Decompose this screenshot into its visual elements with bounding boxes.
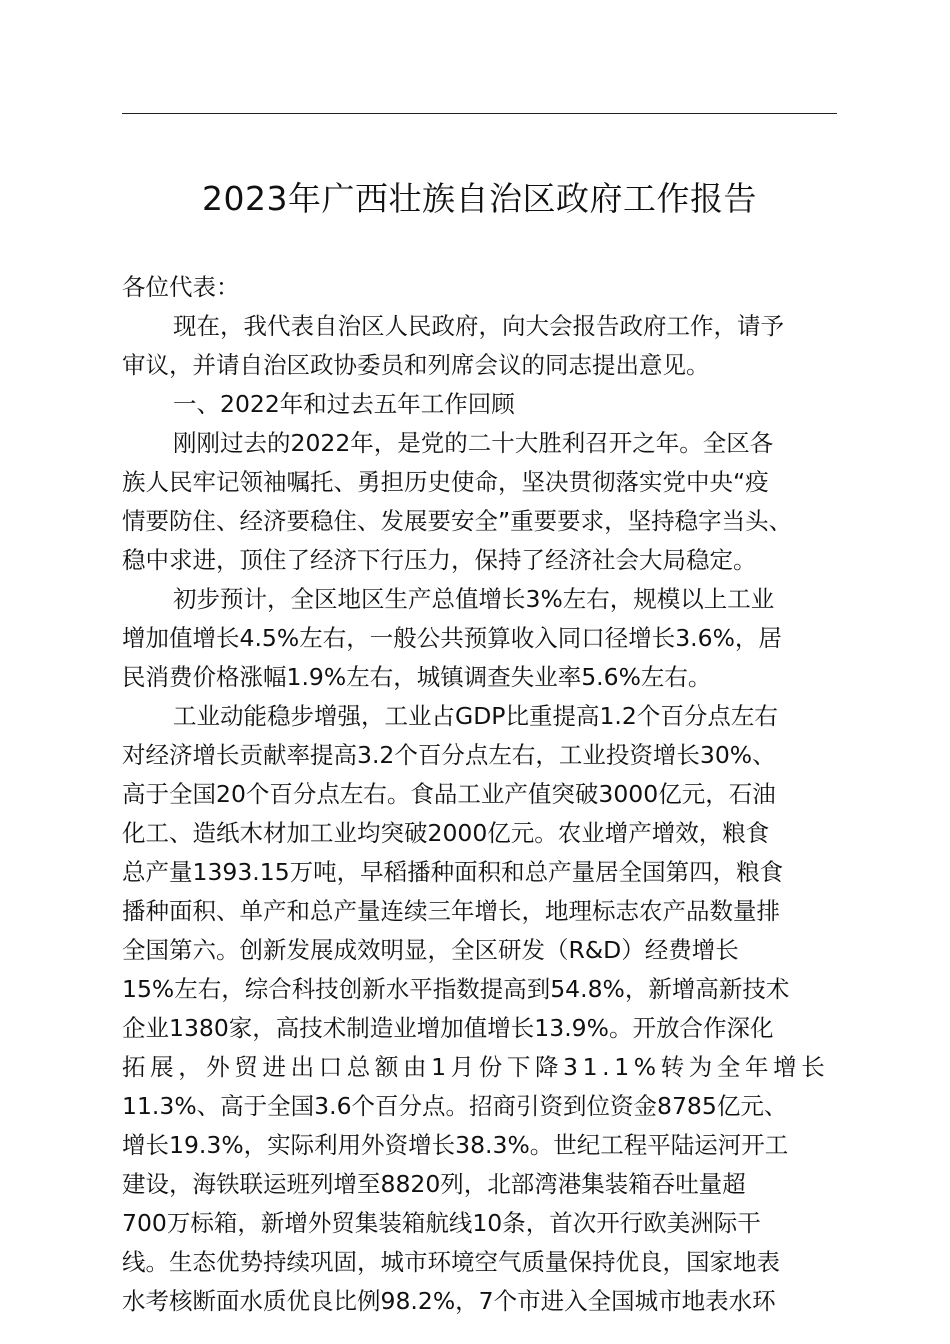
text-line: 水考核断面水质优良比例98.2%，7个市进入全国城市地表水环 (122, 1287, 776, 1315)
text-line: 总产量1393.15万吨，早稻播种面积和总产量居全国第四，粮食 (122, 858, 784, 886)
text-line: 化工、造纸木材加工业均突破2000亿元。农业增产增效，粮食 (122, 819, 770, 847)
document-title: 2023年广西壮族自治区政府工作报告 (202, 179, 757, 218)
text-line: 11.3%、高于全国3.6个百分点。招商引资到位资金8785亿元、 (122, 1092, 788, 1120)
text-line: 拓展，外贸进出口总额由1月份下降31.1%转为全年增长 (122, 1053, 830, 1081)
header-rule (122, 113, 837, 114)
text-line: 线。生态优势持续巩固，城市环境空气质量保持优良，国家地表 (122, 1248, 780, 1276)
text-line: 审议，并请自治区政协委员和列席会议的同志提出意见。 (122, 351, 710, 379)
text-line: 民消费价格涨幅1.9%左右，城镇调查失业率5.6%左右。 (122, 663, 712, 691)
text-line: 对经济增长贡献率提高3.2个百分点左右，工业投资增长30%、 (122, 741, 776, 769)
text-line: 建设，海铁联运班列增至8820列，北部湾港集装箱吞吐量超 (122, 1170, 746, 1198)
document-body (122, 268, 852, 1321)
text-line: 播种面积、单产和总产量连续三年增长，地理标志农产品数量排 (122, 897, 780, 925)
text-line: 增加值增长4.5%左右，一般公共预算收入同口径增长3.6%，居 (122, 624, 782, 652)
text-line: 增长19.3%，实际利用外资增长38.3%。世纪工程平陆运河开工 (122, 1131, 789, 1159)
text-line: 各位代表： (122, 273, 240, 301)
text-line: 700万标箱，新增外贸集装箱航线10条，首次开行欧美洲际干 (122, 1209, 761, 1237)
text-line: 稳中求进，顶住了经济下行压力，保持了经济社会大局稳定。 (122, 546, 757, 574)
text-line: 情要防住、经济要稳住、发展要安全”重要要求，坚持稳字当头、 (122, 507, 793, 535)
text-line: 企业1380家，高技术制造业增加值增长13.9%。开放合作深化 (122, 1014, 774, 1042)
text-line: 工业动能稳步增强，工业占GDP比重提高1.2个百分点左右 (173, 702, 778, 730)
text-line: 全国第六。创新发展成效明显，全区研发（R&D）经费增长 (122, 936, 739, 964)
text-line: 族人民牢记领袖嘱托、勇担历史使命，坚决贯彻落实党中央“疫 (122, 468, 769, 496)
text-line: 15%左右，综合科技创新水平指数提高到54.8%，新增高新技术 (122, 975, 790, 1003)
text-line: 初步预计，全区地区生产总值增长3%左右，规模以上工业 (173, 585, 775, 613)
text-line: 高于全国20个百分点左右。食品工业产值突破3000亿元，石油 (122, 780, 776, 808)
text-line: 刚刚过去的2022年，是党的二十大胜利召开之年。全区各 (173, 429, 774, 457)
text-line: 一、2022年和过去五年工作回顾 (173, 390, 515, 418)
text-line: 现在，我代表自治区人民政府，向大会报告政府工作，请予 (173, 312, 784, 340)
